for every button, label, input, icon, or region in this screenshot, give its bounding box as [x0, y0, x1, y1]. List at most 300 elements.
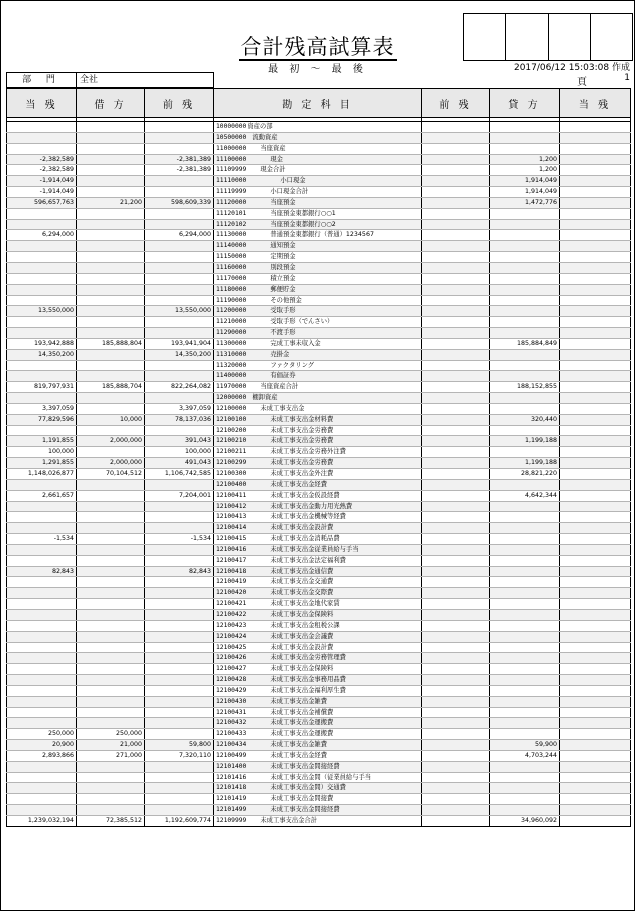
account-code: 12100432: [216, 719, 247, 727]
credit-previous-cell: [422, 252, 490, 263]
debit-cell: [77, 360, 145, 371]
credit-previous-cell: [422, 154, 490, 165]
debit-balance-cell: 14,350,200: [7, 349, 77, 360]
credit-balance-cell: [560, 675, 631, 686]
credit-balance-cell: [560, 566, 631, 577]
credit-balance-cell: [560, 230, 631, 241]
account-cell: [214, 197, 422, 208]
debit-previous-cell: 1,192,609,774: [145, 816, 214, 827]
debit-previous-cell: [145, 371, 214, 382]
debit-cell: [77, 620, 145, 631]
account-code: 11400000: [216, 372, 247, 380]
credit-previous-cell: [422, 729, 490, 740]
account-code: 12100400: [216, 480, 247, 488]
debit-balance-cell: [7, 241, 77, 252]
table-row: [7, 761, 631, 772]
credit-balance-cell: [560, 577, 631, 588]
credit-cell: [490, 761, 560, 772]
account-cell: [214, 740, 422, 751]
credit-balance-cell: [560, 523, 631, 534]
debit-previous-cell: 100,000: [145, 447, 214, 458]
table-row: [7, 414, 631, 425]
credit-balance-cell: [560, 740, 631, 751]
account-name: 売掛金: [270, 350, 290, 358]
debit-cell: 21,200: [77, 197, 145, 208]
debit-cell: 250,000: [77, 729, 145, 740]
credit-cell: [490, 588, 560, 599]
account-cell: [214, 187, 422, 198]
debit-previous-cell: 78,137,036: [145, 414, 214, 425]
credit-cell: 188,152,855: [490, 382, 560, 393]
debit-previous-cell: [145, 501, 214, 512]
credit-balance-cell: [560, 132, 631, 143]
account-cell: [214, 295, 422, 306]
account-cell: [214, 436, 422, 447]
table-row: [7, 262, 631, 273]
account-code: 11000000: [216, 144, 247, 152]
account-cell: [214, 284, 422, 295]
credit-cell: [490, 729, 560, 740]
table-row: [7, 317, 631, 328]
account-cell: [214, 675, 422, 686]
debit-previous-cell: [145, 642, 214, 653]
credit-previous-cell: [422, 208, 490, 219]
col-debit: 借 方: [77, 89, 145, 118]
credit-previous-cell: [422, 382, 490, 393]
credit-previous-cell: [422, 447, 490, 458]
credit-balance-cell: [560, 620, 631, 631]
credit-cell: [490, 523, 560, 534]
debit-previous-cell: 59,800: [145, 740, 214, 751]
debit-cell: [77, 425, 145, 436]
credit-balance-cell: [560, 122, 631, 133]
account-code: 11180000: [216, 285, 247, 293]
debit-previous-cell: [145, 328, 214, 339]
debit-balance-cell: [7, 360, 77, 371]
credit-cell: [490, 599, 560, 610]
table-row: [7, 187, 631, 198]
credit-cell: 1,200: [490, 154, 560, 165]
credit-previous-cell: [422, 805, 490, 816]
account-cell: [214, 761, 422, 772]
debit-balance-cell: 77,829,596: [7, 414, 77, 425]
credit-previous-cell: [422, 132, 490, 143]
debit-balance-cell: 2,893,866: [7, 750, 77, 761]
account-code: 12100420: [216, 589, 247, 597]
credit-cell: [490, 805, 560, 816]
debit-previous-cell: [145, 577, 214, 588]
debit-balance-cell: [7, 805, 77, 816]
account-cell: [214, 479, 422, 490]
debit-balance-cell: [7, 208, 77, 219]
credit-balance-cell: [560, 664, 631, 675]
account-cell: [214, 328, 422, 339]
debit-balance-cell: 250,000: [7, 729, 77, 740]
table-row: [7, 436, 631, 447]
account-cell: [214, 783, 422, 794]
debit-previous-cell: [145, 393, 214, 404]
debit-cell: [77, 566, 145, 577]
credit-previous-cell: [422, 317, 490, 328]
account-name: 未成工事支出金運搬費: [270, 730, 334, 738]
credit-previous-cell: [422, 577, 490, 588]
debit-previous-cell: [145, 620, 214, 631]
credit-cell: [490, 306, 560, 317]
account-cell: [214, 707, 422, 718]
debit-previous-cell: [145, 512, 214, 523]
debit-balance-cell: 20,900: [7, 740, 77, 751]
credit-balance-cell: [560, 718, 631, 729]
account-cell: [214, 620, 422, 631]
credit-cell: [490, 393, 560, 404]
debit-cell: [77, 783, 145, 794]
account-cell: [214, 165, 422, 176]
debit-balance-cell: [7, 425, 77, 436]
debit-previous-cell: [145, 783, 214, 794]
account-cell: [214, 816, 422, 827]
credit-balance-cell: [560, 176, 631, 187]
credit-balance-cell: [560, 273, 631, 284]
credit-balance-cell: [560, 252, 631, 263]
account-cell: [214, 631, 422, 642]
credit-previous-cell: [422, 523, 490, 534]
credit-previous-cell: [422, 469, 490, 480]
debit-balance-cell: [7, 599, 77, 610]
debit-cell: [77, 534, 145, 545]
account-name: 不渡手形: [270, 329, 296, 337]
debit-cell: [77, 588, 145, 599]
account-name: 小口現金: [280, 177, 306, 185]
debit-balance-cell: [7, 718, 77, 729]
account-cell: [214, 262, 422, 273]
credit-previous-cell: [422, 599, 490, 610]
credit-cell: 185,884,849: [490, 338, 560, 349]
credit-previous-cell: [422, 284, 490, 295]
debit-balance-cell: [7, 772, 77, 783]
credit-balance-cell: [560, 544, 631, 555]
debit-cell: [77, 208, 145, 219]
debit-previous-cell: [145, 284, 214, 295]
credit-cell: 1,199,188: [490, 436, 560, 447]
credit-previous-cell: [422, 273, 490, 284]
account-cell: [214, 382, 422, 393]
department-box: [6, 72, 214, 88]
credit-balance-cell: [560, 772, 631, 783]
account-cell: [214, 685, 422, 696]
account-code: 12100499: [216, 751, 247, 759]
debit-previous-cell: 6,294,000: [145, 230, 214, 241]
debit-cell: [77, 143, 145, 154]
credit-cell: [490, 360, 560, 371]
credit-cell: [490, 501, 560, 512]
account-code: 12100413: [216, 513, 247, 521]
debit-cell: [77, 794, 145, 805]
table-row: [7, 382, 631, 393]
credit-balance-cell: [560, 382, 631, 393]
credit-balance-cell: [560, 534, 631, 545]
trial-balance-table: [6, 88, 631, 827]
account-name: 普通預金東都銀行（普通）1234567: [270, 231, 374, 239]
account-cell: [214, 122, 422, 133]
table-row: [7, 143, 631, 154]
table-row: [7, 544, 631, 555]
credit-previous-cell: [422, 219, 490, 230]
credit-previous-cell: [422, 403, 490, 414]
credit-previous-cell: [422, 566, 490, 577]
debit-previous-cell: [145, 523, 214, 534]
account-code: 12100423: [216, 621, 247, 629]
table-row: [7, 685, 631, 696]
account-name: 未成工事支出金交通費: [270, 578, 334, 586]
account-cell: [214, 414, 422, 425]
account-cell: [214, 208, 422, 219]
credit-cell: [490, 447, 560, 458]
account-cell: [214, 393, 422, 404]
debit-balance-cell: [7, 219, 77, 230]
debit-balance-cell: [7, 696, 77, 707]
credit-previous-cell: [422, 143, 490, 154]
credit-cell: [490, 230, 560, 241]
account-name: その他預金: [270, 296, 302, 304]
account-name: 未成工事支出金雑費: [270, 741, 328, 749]
account-cell: [214, 306, 422, 317]
account-cell: [214, 349, 422, 360]
debit-cell: [77, 642, 145, 653]
credit-previous-cell: [422, 306, 490, 317]
table-row: [7, 620, 631, 631]
credit-previous-cell: [422, 241, 490, 252]
debit-cell: 2,000,000: [77, 458, 145, 469]
debit-previous-cell: -2,381,389: [145, 165, 214, 176]
credit-previous-cell: [422, 165, 490, 176]
debit-cell: [77, 176, 145, 187]
account-code: 12100412: [216, 502, 247, 510]
debit-balance-cell: [7, 295, 77, 306]
debit-cell: [77, 599, 145, 610]
debit-balance-cell: 193,942,888: [7, 338, 77, 349]
credit-previous-cell: [422, 675, 490, 686]
debit-previous-cell: [145, 252, 214, 263]
table-row: [7, 458, 631, 469]
col-account: 勘 定 科 目: [214, 89, 422, 118]
credit-cell: [490, 403, 560, 414]
debit-previous-cell: [145, 653, 214, 664]
debit-previous-cell: [145, 696, 214, 707]
debit-previous-cell: [145, 295, 214, 306]
debit-cell: [77, 696, 145, 707]
debit-balance-cell: 82,843: [7, 566, 77, 577]
credit-previous-cell: [422, 490, 490, 501]
debit-balance-cell: [7, 675, 77, 686]
credit-balance-cell: [560, 653, 631, 664]
account-cell: [214, 154, 422, 165]
account-name: 未成工事支出金設計費: [270, 524, 334, 532]
account-code: 12000000: [216, 394, 247, 402]
debit-cell: [77, 154, 145, 165]
credit-previous-cell: [422, 349, 490, 360]
credit-previous-cell: [422, 230, 490, 241]
account-name: 未成工事支出金保険料: [270, 610, 334, 618]
credit-cell: 1,914,049: [490, 176, 560, 187]
debit-balance-cell: [7, 642, 77, 653]
account-name: 未成工事支出金法定福利費: [270, 556, 346, 564]
account-code: 11150000: [216, 253, 247, 261]
account-code: 11120101: [216, 209, 247, 217]
credit-balance-cell: [560, 403, 631, 414]
credit-cell: [490, 566, 560, 577]
account-name: 未成工事支出金機械等経費: [270, 513, 346, 521]
debit-balance-cell: [7, 783, 77, 794]
table-row: [7, 469, 631, 480]
credit-cell: [490, 620, 560, 631]
debit-balance-cell: 2,661,657: [7, 490, 77, 501]
account-name: 未成工事支出金間接経費: [270, 806, 340, 814]
credit-previous-cell: [422, 328, 490, 339]
account-name: 未成工事支出金交際費: [270, 589, 334, 597]
credit-balance-cell: [560, 696, 631, 707]
credit-previous-cell: [422, 609, 490, 620]
debit-previous-cell: [145, 143, 214, 154]
credit-balance-cell: [560, 241, 631, 252]
debit-balance-cell: [7, 544, 77, 555]
credit-cell: [490, 328, 560, 339]
table-row: [7, 284, 631, 295]
credit-balance-cell: [560, 393, 631, 404]
credit-previous-cell: [422, 338, 490, 349]
debit-balance-cell: [7, 262, 77, 273]
account-cell: [214, 176, 422, 187]
debit-cell: [77, 772, 145, 783]
account-cell: [214, 338, 422, 349]
debit-cell: [77, 675, 145, 686]
credit-cell: [490, 707, 560, 718]
account-code: 12100416: [216, 545, 247, 553]
debit-cell: [77, 241, 145, 252]
col-credit: 貸 方: [490, 89, 560, 118]
credit-cell: 1,914,049: [490, 187, 560, 198]
credit-balance-cell: [560, 685, 631, 696]
credit-cell: [490, 609, 560, 620]
credit-previous-cell: [422, 262, 490, 273]
account-name: 郵便貯金: [270, 285, 296, 293]
debit-previous-cell: -1,534: [145, 534, 214, 545]
credit-balance-cell: [560, 794, 631, 805]
debit-cell: [77, 273, 145, 284]
debit-cell: [77, 523, 145, 534]
debit-previous-cell: [145, 176, 214, 187]
credit-previous-cell: [422, 371, 490, 382]
table-row: [7, 425, 631, 436]
debit-cell: [77, 122, 145, 133]
credit-balance-cell: [560, 490, 631, 501]
credit-cell: [490, 219, 560, 230]
table-row: [7, 197, 631, 208]
account-cell: [214, 718, 422, 729]
debit-cell: [77, 393, 145, 404]
account-name: 当座預金: [270, 198, 296, 206]
credit-previous-cell: [422, 707, 490, 718]
account-code: 12101400: [216, 762, 247, 770]
debit-cell: [77, 685, 145, 696]
account-code: 11970000: [216, 383, 247, 391]
debit-balance-cell: 3,397,059: [7, 403, 77, 414]
account-cell: [214, 512, 422, 523]
account-code: 10000000: [216, 123, 247, 130]
table-row: [7, 122, 631, 133]
credit-balance-cell: [560, 425, 631, 436]
table-row: [7, 176, 631, 187]
debit-balance-cell: [7, 577, 77, 588]
debit-cell: [77, 187, 145, 198]
account-name: 未成工事支出金労務費: [270, 459, 334, 467]
credit-previous-cell: [422, 750, 490, 761]
debit-cell: [77, 403, 145, 414]
debit-balance-cell: [7, 664, 77, 675]
account-cell: [214, 469, 422, 480]
credit-cell: [490, 512, 560, 523]
credit-previous-cell: [422, 295, 490, 306]
account-code: 12100431: [216, 708, 247, 716]
credit-cell: [490, 772, 560, 783]
debit-cell: [77, 447, 145, 458]
debit-cell: 271,000: [77, 750, 145, 761]
credit-previous-cell: [422, 696, 490, 707]
credit-balance-cell: [560, 436, 631, 447]
table-row: [7, 360, 631, 371]
debit-cell: [77, 295, 145, 306]
col-credit-balance: 当 残: [560, 89, 631, 118]
account-code: 12100425: [216, 643, 247, 651]
debit-previous-cell: [145, 544, 214, 555]
debit-cell: [77, 479, 145, 490]
account-name: 未成工事支出金労務費: [270, 437, 334, 445]
account-name: 現金: [270, 155, 283, 163]
debit-previous-cell: [145, 360, 214, 371]
table-row: [7, 219, 631, 230]
table-row: [7, 403, 631, 414]
account-code: 12100421: [216, 600, 247, 608]
credit-previous-cell: [422, 631, 490, 642]
table-row: [7, 371, 631, 382]
col-credit-previous: 前 残: [422, 89, 490, 118]
credit-balance-cell: [560, 729, 631, 740]
debit-previous-cell: 391,043: [145, 436, 214, 447]
table-row: [7, 490, 631, 501]
account-name: 未成工事支出金従業員給与手当: [270, 545, 359, 553]
debit-balance-cell: 1,191,855: [7, 436, 77, 447]
credit-cell: [490, 122, 560, 133]
credit-cell: [490, 132, 560, 143]
credit-previous-cell: [422, 740, 490, 751]
account-code: 12100299: [216, 459, 247, 467]
debit-balance-cell: [7, 273, 77, 284]
account-code: 11290000: [216, 329, 247, 337]
table-row: [7, 501, 631, 512]
debit-cell: [77, 631, 145, 642]
account-name: 未成工事支出金間）交通費: [270, 784, 346, 792]
credit-cell: [490, 349, 560, 360]
credit-cell: 1,200: [490, 165, 560, 176]
credit-balance-cell: [560, 816, 631, 827]
account-name: 未成工事支出金材料費: [270, 415, 334, 423]
credit-balance-cell: [560, 750, 631, 761]
debit-cell: [77, 306, 145, 317]
report-title: 合計残高試算表: [240, 35, 395, 59]
credit-cell: [490, 371, 560, 382]
account-cell: [214, 566, 422, 577]
account-name: 未成工事支出金福利厚生費: [270, 686, 346, 694]
account-name: 未成工事支出金地代家賃: [270, 600, 340, 608]
